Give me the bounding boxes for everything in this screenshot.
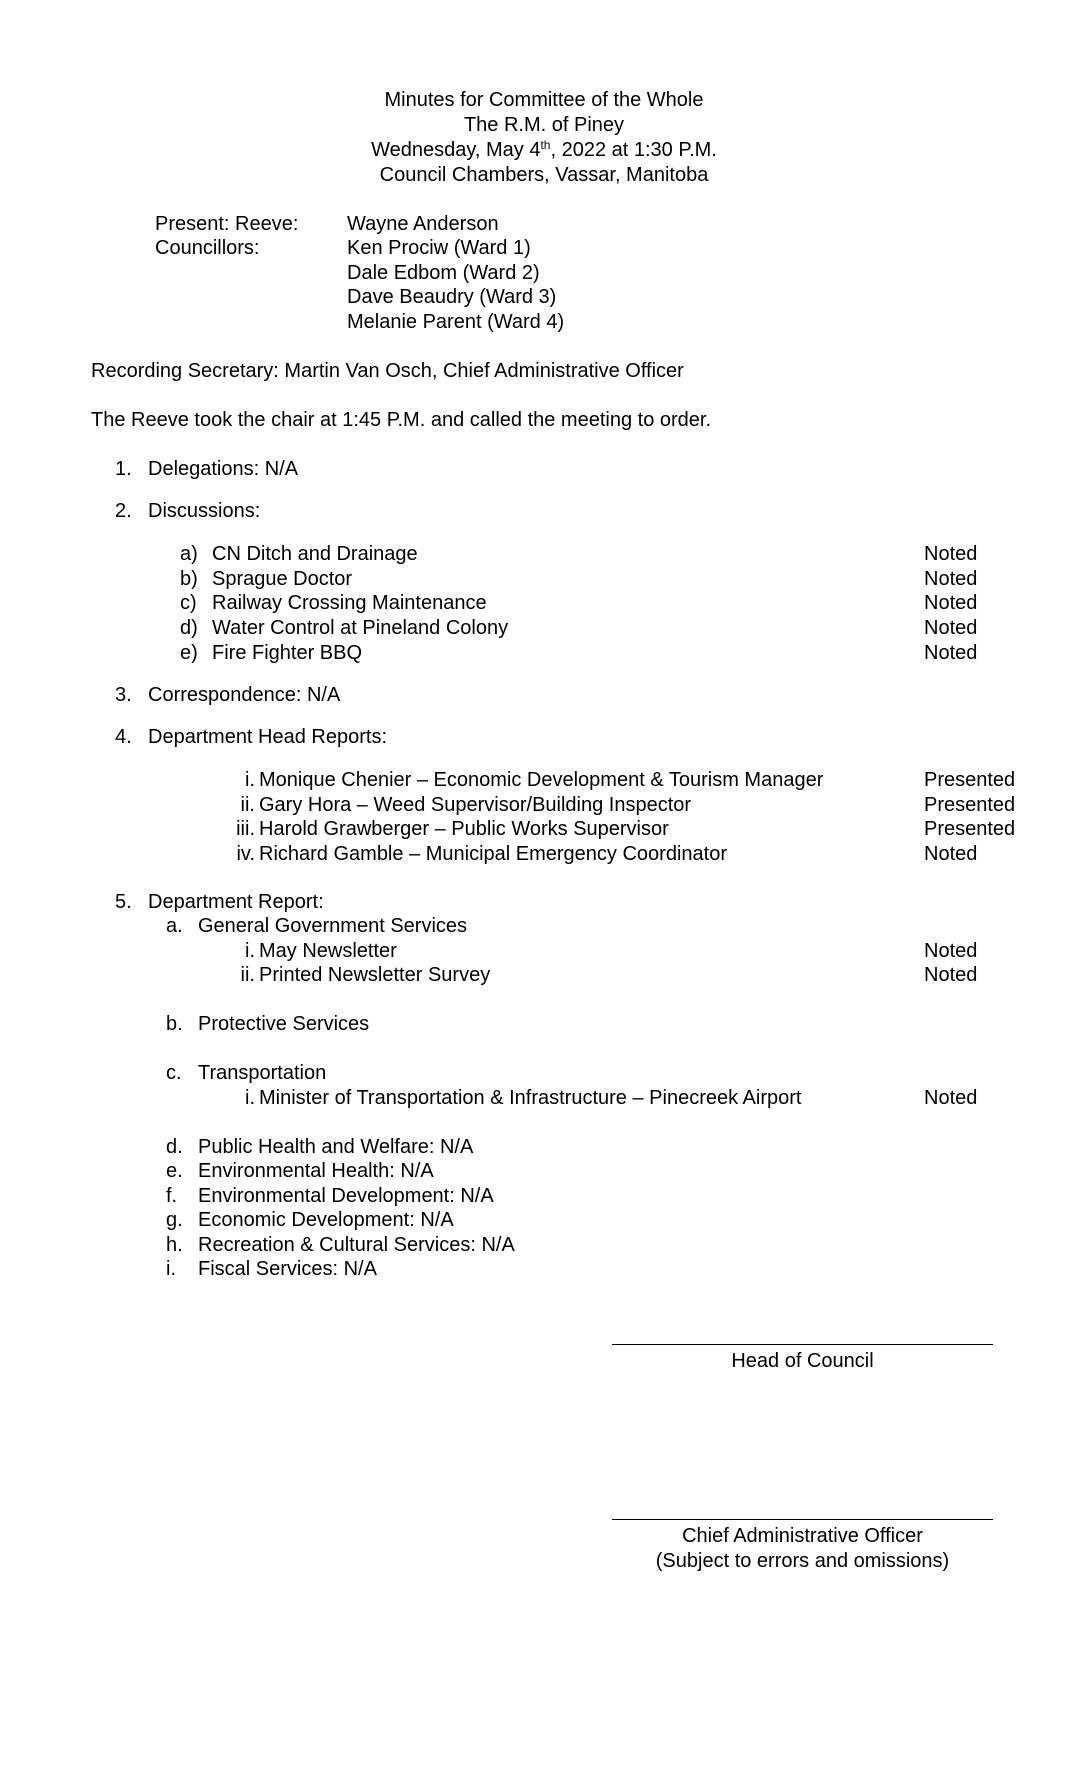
section-label: c. — [166, 1062, 182, 1084]
subitem-label: d) — [180, 617, 198, 639]
section-label: a. — [166, 915, 183, 937]
section-economic-development: Economic Development: N/A — [198, 1209, 454, 1231]
item-number: 2. — [115, 500, 132, 522]
subitem-label: e) — [180, 642, 198, 664]
section-label: e. — [166, 1160, 183, 1182]
signature-line-head-of-council — [612, 1344, 993, 1345]
status-text: Noted — [924, 617, 978, 639]
item-delegations: Delegations: N/A — [148, 458, 299, 480]
discussion-item: Railway Crossing Maintenance — [212, 592, 487, 614]
section-public-health: Public Health and Welfare: N/A — [198, 1136, 474, 1158]
status-text: Noted — [924, 568, 978, 590]
reeve-name: Wayne Anderson — [347, 213, 499, 235]
signature-line-cao — [612, 1519, 993, 1520]
section-protective-services: Protective Services — [198, 1013, 370, 1035]
councillors-label: Councillors: — [155, 237, 260, 259]
document-title: Minutes for Committee of the Whole — [384, 89, 704, 111]
subitem-label: i. — [245, 940, 255, 962]
section-environmental-health: Environmental Health: N/A — [198, 1160, 434, 1182]
item-department-report: Department Report: — [148, 891, 324, 913]
meeting-location: Council Chambers, Vassar, Manitoba — [379, 164, 709, 186]
subitem-label: ii. — [240, 964, 255, 986]
status-text: Noted — [924, 543, 978, 565]
item-number: 4. — [115, 726, 132, 748]
status-text: Noted — [924, 1087, 978, 1109]
section-fiscal-services: Fiscal Services: N/A — [198, 1258, 377, 1280]
status-text: Presented — [924, 794, 1016, 816]
report-item: Printed Newsletter Survey — [259, 964, 491, 986]
section-label: i. — [166, 1258, 176, 1280]
report-item: Gary Hora – Weed Supervisor/Building Inspector — [259, 794, 692, 816]
cao-label: Chief Administrative Officer — [682, 1525, 923, 1547]
status-text: Noted — [924, 592, 978, 614]
discussion-item: Fire Fighter BBQ — [212, 642, 363, 664]
municipality-name: The R.M. of Piney — [463, 114, 625, 136]
item-number: 1. — [115, 458, 132, 480]
section-label: d. — [166, 1136, 183, 1158]
report-item: Minister of Transportation & Infrastructure – Pinecreek Airport — [259, 1087, 802, 1109]
report-item: Richard Gamble – Municipal Emergency Coordinator — [259, 843, 727, 865]
report-item: Harold Grawberger – Public Works Supervisor — [259, 818, 669, 840]
section-transportation: Transportation — [198, 1062, 327, 1084]
item-number: 5. — [115, 891, 132, 913]
discussion-item: CN Ditch and Drainage — [212, 543, 418, 565]
section-label: g. — [166, 1209, 183, 1231]
section-recreation: Recreation & Cultural Services: N/A — [198, 1234, 515, 1256]
item-department-head-reports: Department Head Reports: — [148, 726, 388, 748]
subitem-label: iv. — [236, 843, 255, 865]
present-reeve-label: Present: Reeve: — [155, 213, 299, 235]
section-label: f. — [166, 1185, 178, 1207]
subitem-label: a) — [180, 543, 198, 565]
item-discussions: Discussions: — [148, 500, 261, 522]
status-text: Presented — [924, 769, 1016, 791]
subitem-label: b) — [180, 568, 198, 590]
status-text: Noted — [924, 642, 978, 664]
status-text: Noted — [924, 940, 978, 962]
subitem-label: i. — [245, 1087, 255, 1109]
subitem-label: c) — [180, 592, 197, 614]
section-label: h. — [166, 1234, 183, 1256]
subitem-label: iii. — [236, 818, 255, 840]
report-item: Monique Chenier – Economic Development & Tourism Manager — [259, 769, 824, 791]
section-general-government: General Government Services — [198, 915, 468, 937]
item-correspondence: Correspondence: N/A — [148, 684, 341, 706]
head-of-council-label: Head of Council — [731, 1350, 874, 1372]
councillor-name: Ken Prociw (Ward 1) — [347, 237, 531, 259]
section-environmental-development: Environmental Development: N/A — [198, 1185, 494, 1207]
section-label: b. — [166, 1013, 183, 1035]
subitem-label: ii. — [240, 794, 255, 816]
meeting-date: Wednesday, May 4th, 2022 at 1:30 P.M. — [371, 138, 717, 161]
discussion-item: Water Control at Pineland Colony — [212, 617, 509, 639]
errors-omissions-note: (Subject to errors and omissions) — [655, 1550, 950, 1572]
recording-secretary: Recording Secretary: Martin Van Osch, Chief Administrative Officer — [91, 360, 684, 382]
status-text: Noted — [924, 843, 978, 865]
status-text: Presented — [924, 818, 1016, 840]
councillor-name: Dale Edbom (Ward 2) — [347, 262, 540, 284]
councillor-name: Dave Beaudry (Ward 3) — [347, 286, 557, 308]
discussion-item: Sprague Doctor — [212, 568, 353, 590]
councillor-name: Melanie Parent (Ward 4) — [347, 311, 565, 333]
item-number: 3. — [115, 684, 132, 706]
report-item: May Newsletter — [259, 940, 397, 962]
subitem-label: i. — [245, 769, 255, 791]
call-to-order: The Reeve took the chair at 1:45 P.M. and called the meeting to order. — [91, 409, 712, 431]
status-text: Noted — [924, 964, 978, 986]
